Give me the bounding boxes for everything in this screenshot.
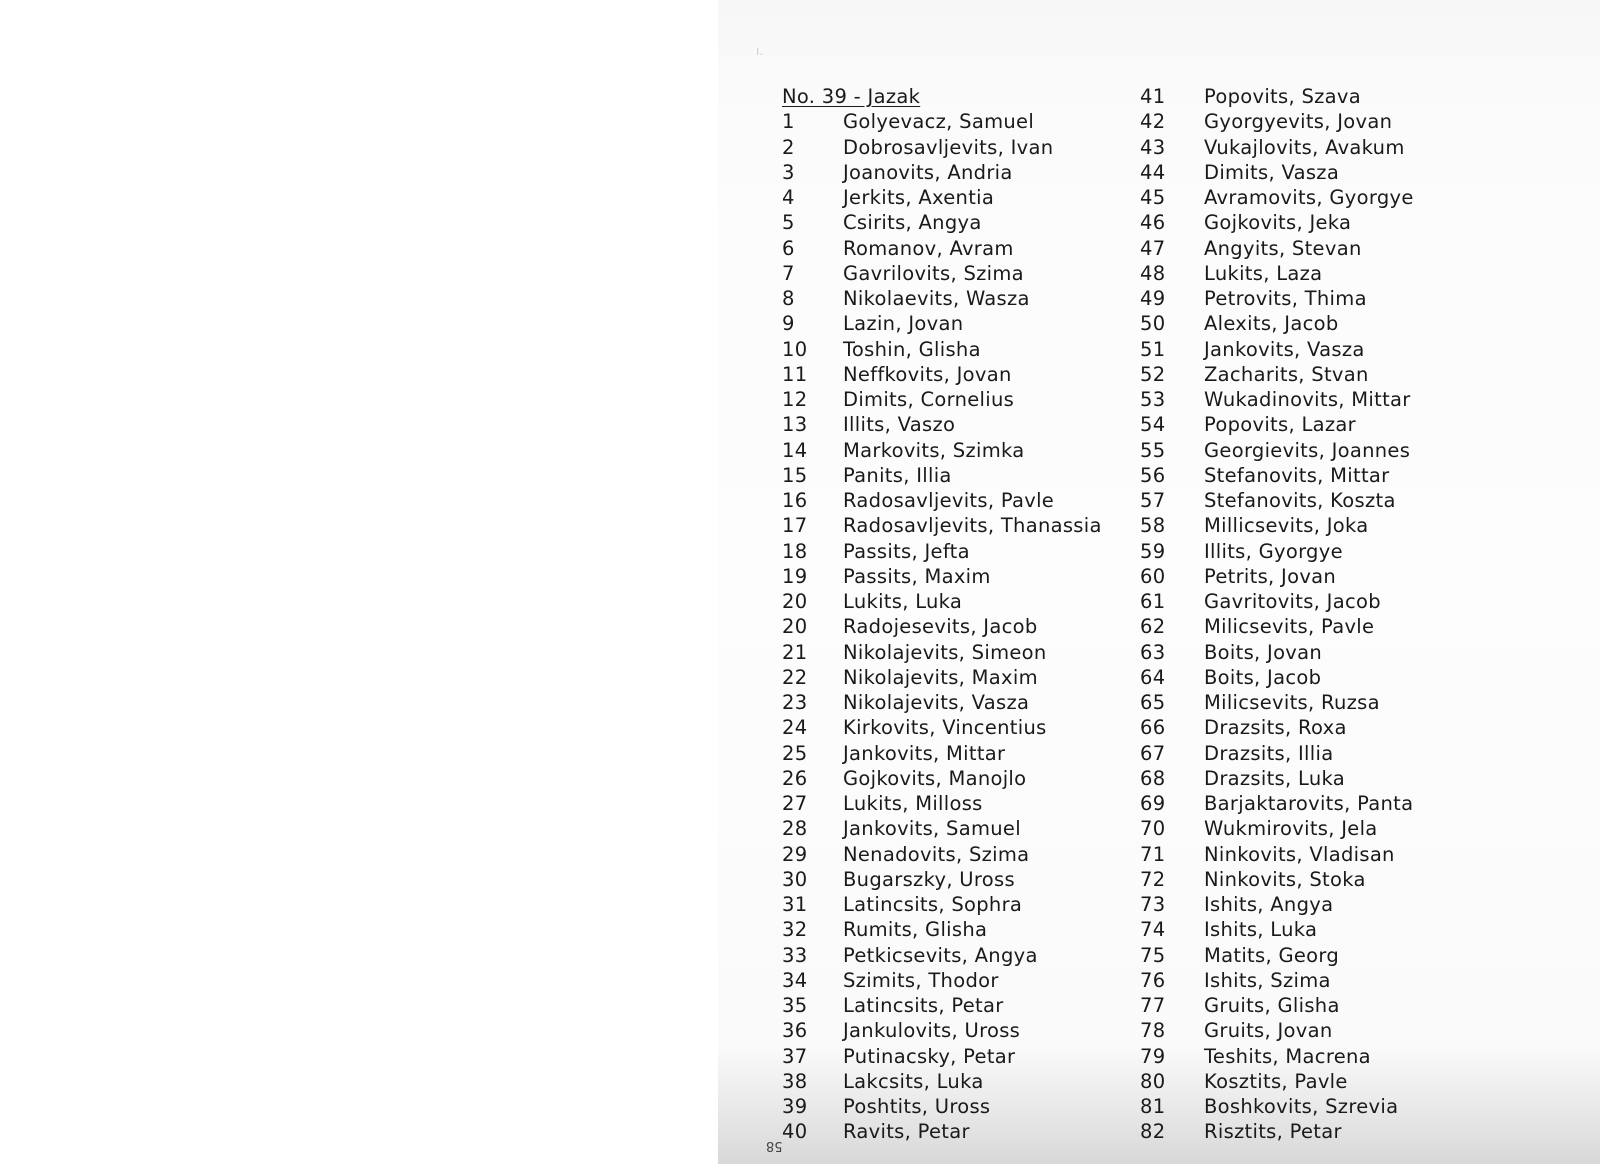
- entry-number: 20: [782, 615, 808, 639]
- entry-number: 54: [1140, 413, 1166, 437]
- entry-name: Joanovits, Andria: [843, 160, 1013, 184]
- entry-name: Milicsevits, Ruzsa: [1204, 691, 1380, 714]
- entry-number: 56: [1140, 463, 1166, 487]
- entry-number: 46: [1140, 211, 1166, 235]
- entry-number: 47: [1140, 236, 1166, 260]
- entry-name: Dimits, Vasza: [1204, 160, 1340, 184]
- entry-number: 51: [1140, 337, 1166, 361]
- entry-number: 73: [1140, 893, 1166, 916]
- entry-number: 22: [782, 665, 808, 689]
- entry-number: 35: [782, 994, 808, 1017]
- entry-number: 70: [1140, 817, 1166, 841]
- entry-number: 26: [782, 766, 808, 790]
- entry-number: 63: [1140, 640, 1166, 664]
- entry-name: Gojkovits, Jeka: [1204, 211, 1352, 235]
- entry-name: Popovits, Szava: [1204, 85, 1362, 108]
- entry-number: 48: [1140, 261, 1166, 285]
- entry-number: 36: [782, 1019, 808, 1043]
- entry-number: 49: [1140, 287, 1166, 310]
- entry-number: 25: [782, 741, 808, 765]
- entry-name: Lukits, Milloss: [843, 792, 983, 815]
- entry-name: Boits, Jovan: [1204, 640, 1323, 664]
- entry-name: Nikolaevits, Wasza: [843, 287, 1030, 310]
- entry-name: Rumits, Glisha: [843, 918, 988, 942]
- entry-number: 30: [782, 867, 808, 891]
- entry-name: Nenadovits, Szima: [843, 842, 1030, 866]
- entry-number: 42: [1140, 110, 1166, 134]
- entry-name: Illits, Vaszo: [843, 413, 956, 437]
- entry-number: 34: [782, 968, 808, 992]
- entry-number: 40: [782, 1120, 808, 1144]
- entry-name: Lazin, Jovan: [843, 312, 964, 336]
- entry-name: Drazsits, Roxa: [1204, 716, 1347, 740]
- entry-name: Ninkovits, Vladisan: [1204, 842, 1395, 866]
- entry-name: Nikolajevits, Vasza: [843, 691, 1030, 714]
- entry-number: 23: [782, 691, 808, 714]
- entry-number: 78: [1140, 1019, 1166, 1043]
- entry-name: Neffkovits, Jovan: [843, 362, 1012, 386]
- entry-number: 57: [1140, 489, 1166, 512]
- entry-number: 19: [782, 564, 808, 588]
- entry-name: Gavrilovits, Szima: [843, 261, 1024, 285]
- entry-number: 14: [782, 438, 808, 462]
- entry-number: 20: [782, 590, 808, 613]
- entry-name: Gruits, Glisha: [1204, 994, 1340, 1017]
- entry-number: 50: [1140, 312, 1166, 336]
- entry-name: Markovits, Szimka: [843, 438, 1025, 462]
- entry-number: 38: [782, 1069, 808, 1093]
- entry-name: Ravits, Petar: [843, 1120, 970, 1144]
- entry-name: Latincsits, Sophra: [843, 893, 1023, 916]
- entry-number: 7: [782, 261, 795, 285]
- entry-number: 64: [1140, 665, 1166, 689]
- entry-number: 65: [1140, 691, 1166, 714]
- entry-number: 4: [782, 186, 795, 209]
- entry-number: 75: [1140, 943, 1166, 967]
- entry-number: 2: [782, 135, 795, 159]
- entry-name: Petkicsevits, Angya: [843, 943, 1038, 967]
- entry-name: Milicsevits, Pavle: [1204, 615, 1375, 639]
- entry-name: Lukits, Laza: [1204, 261, 1323, 285]
- entry-name: Gruits, Jovan: [1204, 1019, 1333, 1043]
- entry-name: Gavritovits, Jacob: [1204, 590, 1381, 613]
- entry-number: 53: [1140, 388, 1166, 411]
- entry-number: 69: [1140, 792, 1166, 815]
- entry-name: Risztits, Petar: [1204, 1120, 1342, 1144]
- entry-name: Jankovits, Mittar: [843, 741, 1006, 765]
- entry-number: 77: [1140, 994, 1166, 1017]
- entry-name: Petrits, Jovan: [1204, 564, 1337, 588]
- entry-name: Bugarszky, Uross: [843, 867, 1015, 891]
- entry-name: Zacharits, Stvan: [1204, 362, 1369, 386]
- entry-number: 45: [1140, 186, 1166, 209]
- entry-name: Lakcsits, Luka: [843, 1069, 984, 1093]
- entry-name: Boshkovits, Szrevia: [1204, 1095, 1399, 1118]
- entry-name: Vukajlovits, Avakum: [1204, 135, 1405, 159]
- entry-name: Barjaktarovits, Panta: [1204, 792, 1414, 815]
- entry-name: Radosavljevits, Thanassia: [843, 514, 1102, 538]
- entry-number: 41: [1140, 85, 1166, 108]
- entry-name: Petrovits, Thima: [1204, 287, 1367, 310]
- entry-name: Ishits, Angya: [1204, 893, 1334, 916]
- entry-number: 12: [782, 388, 808, 411]
- entry-name: Poshtits, Uross: [843, 1095, 991, 1118]
- entry-number: 81: [1140, 1095, 1166, 1118]
- entry-number: 55: [1140, 438, 1166, 462]
- entry-number: 61: [1140, 590, 1166, 613]
- entry-name: Stefanovits, Mittar: [1204, 463, 1390, 487]
- entry-name: Gojkovits, Manojlo: [843, 766, 1027, 790]
- entry-number: 68: [1140, 766, 1166, 790]
- entry-number: 82: [1140, 1120, 1166, 1144]
- entry-number: 79: [1140, 1044, 1166, 1068]
- entry-number: 18: [782, 539, 808, 563]
- entry-number: 15: [782, 463, 808, 487]
- entry-name: Szimits, Thodor: [843, 968, 999, 992]
- entry-number: 33: [782, 943, 808, 967]
- entry-number: 39: [782, 1095, 808, 1118]
- entry-name: Csirits, Angya: [843, 211, 982, 235]
- entry-number: 76: [1140, 968, 1166, 992]
- entry-name: Kosztits, Pavle: [1204, 1069, 1348, 1093]
- entry-number: 71: [1140, 842, 1166, 866]
- entry-number: 17: [782, 514, 808, 538]
- entry-name: Lukits, Luka: [843, 590, 963, 613]
- entry-number: 16: [782, 489, 808, 512]
- entry-name: Millicsevits, Joka: [1204, 514, 1369, 538]
- entry-name: Gyorgyevits, Jovan: [1204, 110, 1393, 134]
- entry-number: 24: [782, 716, 808, 740]
- entry-name: Toshin, Glisha: [843, 337, 981, 361]
- entry-name: Drazsits, Luka: [1204, 766, 1345, 790]
- entry-number: 29: [782, 842, 808, 866]
- entry-number: 44: [1140, 160, 1166, 184]
- entry-number: 5: [782, 211, 795, 235]
- entry-name: Nikolajevits, Simeon: [843, 640, 1047, 664]
- entry-name: Latincsits, Petar: [843, 994, 1004, 1017]
- entry-number: 66: [1140, 716, 1166, 740]
- entry-name: Radosavljevits, Pavle: [843, 489, 1055, 512]
- entry-name: Dobrosavljevits, Ivan: [843, 135, 1054, 159]
- entry-number: 67: [1140, 741, 1166, 765]
- entry-number: 60: [1140, 564, 1166, 588]
- entry-number: 8: [782, 287, 795, 310]
- entry-number: 59: [1140, 539, 1166, 563]
- entry-number: 37: [782, 1044, 808, 1068]
- entry-number: 80: [1140, 1069, 1166, 1093]
- entry-name: Passits, Jefta: [843, 539, 970, 563]
- entry-name: Putinacsky, Petar: [843, 1044, 1016, 1068]
- entry-number: 27: [782, 792, 808, 815]
- entry-name: Jankovits, Samuel: [843, 817, 1021, 841]
- entry-name: Avramovits, Gyorgye: [1204, 186, 1414, 209]
- entry-name: Matits, Georg: [1204, 943, 1340, 967]
- entry-name: Ninkovits, Stoka: [1204, 867, 1366, 891]
- entry-number: 72: [1140, 867, 1166, 891]
- entry-name: Golyevacz, Samuel: [843, 110, 1035, 134]
- entry-name: Wukmirovits, Jela: [1204, 817, 1378, 841]
- page-heading: No. 39 - Jazak: [782, 85, 921, 108]
- entry-name: Georgievits, Joannes: [1204, 438, 1411, 462]
- entry-name: Drazsits, Illia: [1204, 741, 1334, 765]
- entry-number: 62: [1140, 615, 1166, 639]
- entry-number: 58: [1140, 514, 1166, 538]
- entry-name: Nikolajevits, Maxim: [843, 665, 1038, 689]
- entry-name: Jerkits, Axentia: [843, 186, 995, 209]
- entry-name: Passits, Maxim: [843, 564, 991, 588]
- entry-name: Wukadinovits, Mittar: [1204, 388, 1411, 411]
- entry-name: Alexits, Jacob: [1204, 312, 1339, 336]
- entry-number: 6: [782, 236, 795, 260]
- entry-name: Radojesevits, Jacob: [843, 615, 1038, 639]
- page-number: 58: [766, 1138, 783, 1153]
- entry-number: 13: [782, 413, 808, 437]
- entry-name: Jankulovits, Uross: [843, 1019, 1021, 1043]
- entry-name: Jankovits, Vasza: [1204, 337, 1365, 361]
- entry-name: Angyits, Stevan: [1204, 236, 1362, 260]
- entry-name: Ishits, Szima: [1204, 968, 1331, 992]
- entry-number: 3: [782, 160, 795, 184]
- entry-name: Stefanovits, Koszta: [1204, 489, 1396, 512]
- entry-name: Popovits, Lazar: [1204, 413, 1356, 437]
- entry-name: Boits, Jacob: [1204, 665, 1322, 689]
- entry-name: Ishits, Luka: [1204, 918, 1318, 942]
- entry-name: Teshits, Macrena: [1204, 1044, 1371, 1068]
- entry-name: Romanov, Avram: [843, 236, 1014, 260]
- entry-number: 31: [782, 893, 808, 916]
- entry-number: 21: [782, 640, 808, 664]
- entry-number: 9: [782, 312, 795, 336]
- entry-number: 52: [1140, 362, 1166, 386]
- entry-number: 1: [782, 110, 795, 134]
- scan-artifact: ı.: [756, 44, 764, 58]
- entry-name: Illits, Gyorgye: [1204, 539, 1343, 563]
- entry-number: 32: [782, 918, 808, 942]
- entry-number: 11: [782, 362, 808, 386]
- entry-number: 74: [1140, 918, 1166, 942]
- entry-number: 43: [1140, 135, 1166, 159]
- entry-number: 28: [782, 817, 808, 841]
- entry-name: Dimits, Cornelius: [843, 388, 1015, 411]
- entry-name: Kirkovits, Vincentius: [843, 716, 1047, 740]
- entry-name: Panits, Illia: [843, 463, 952, 487]
- entry-number: 10: [782, 337, 808, 361]
